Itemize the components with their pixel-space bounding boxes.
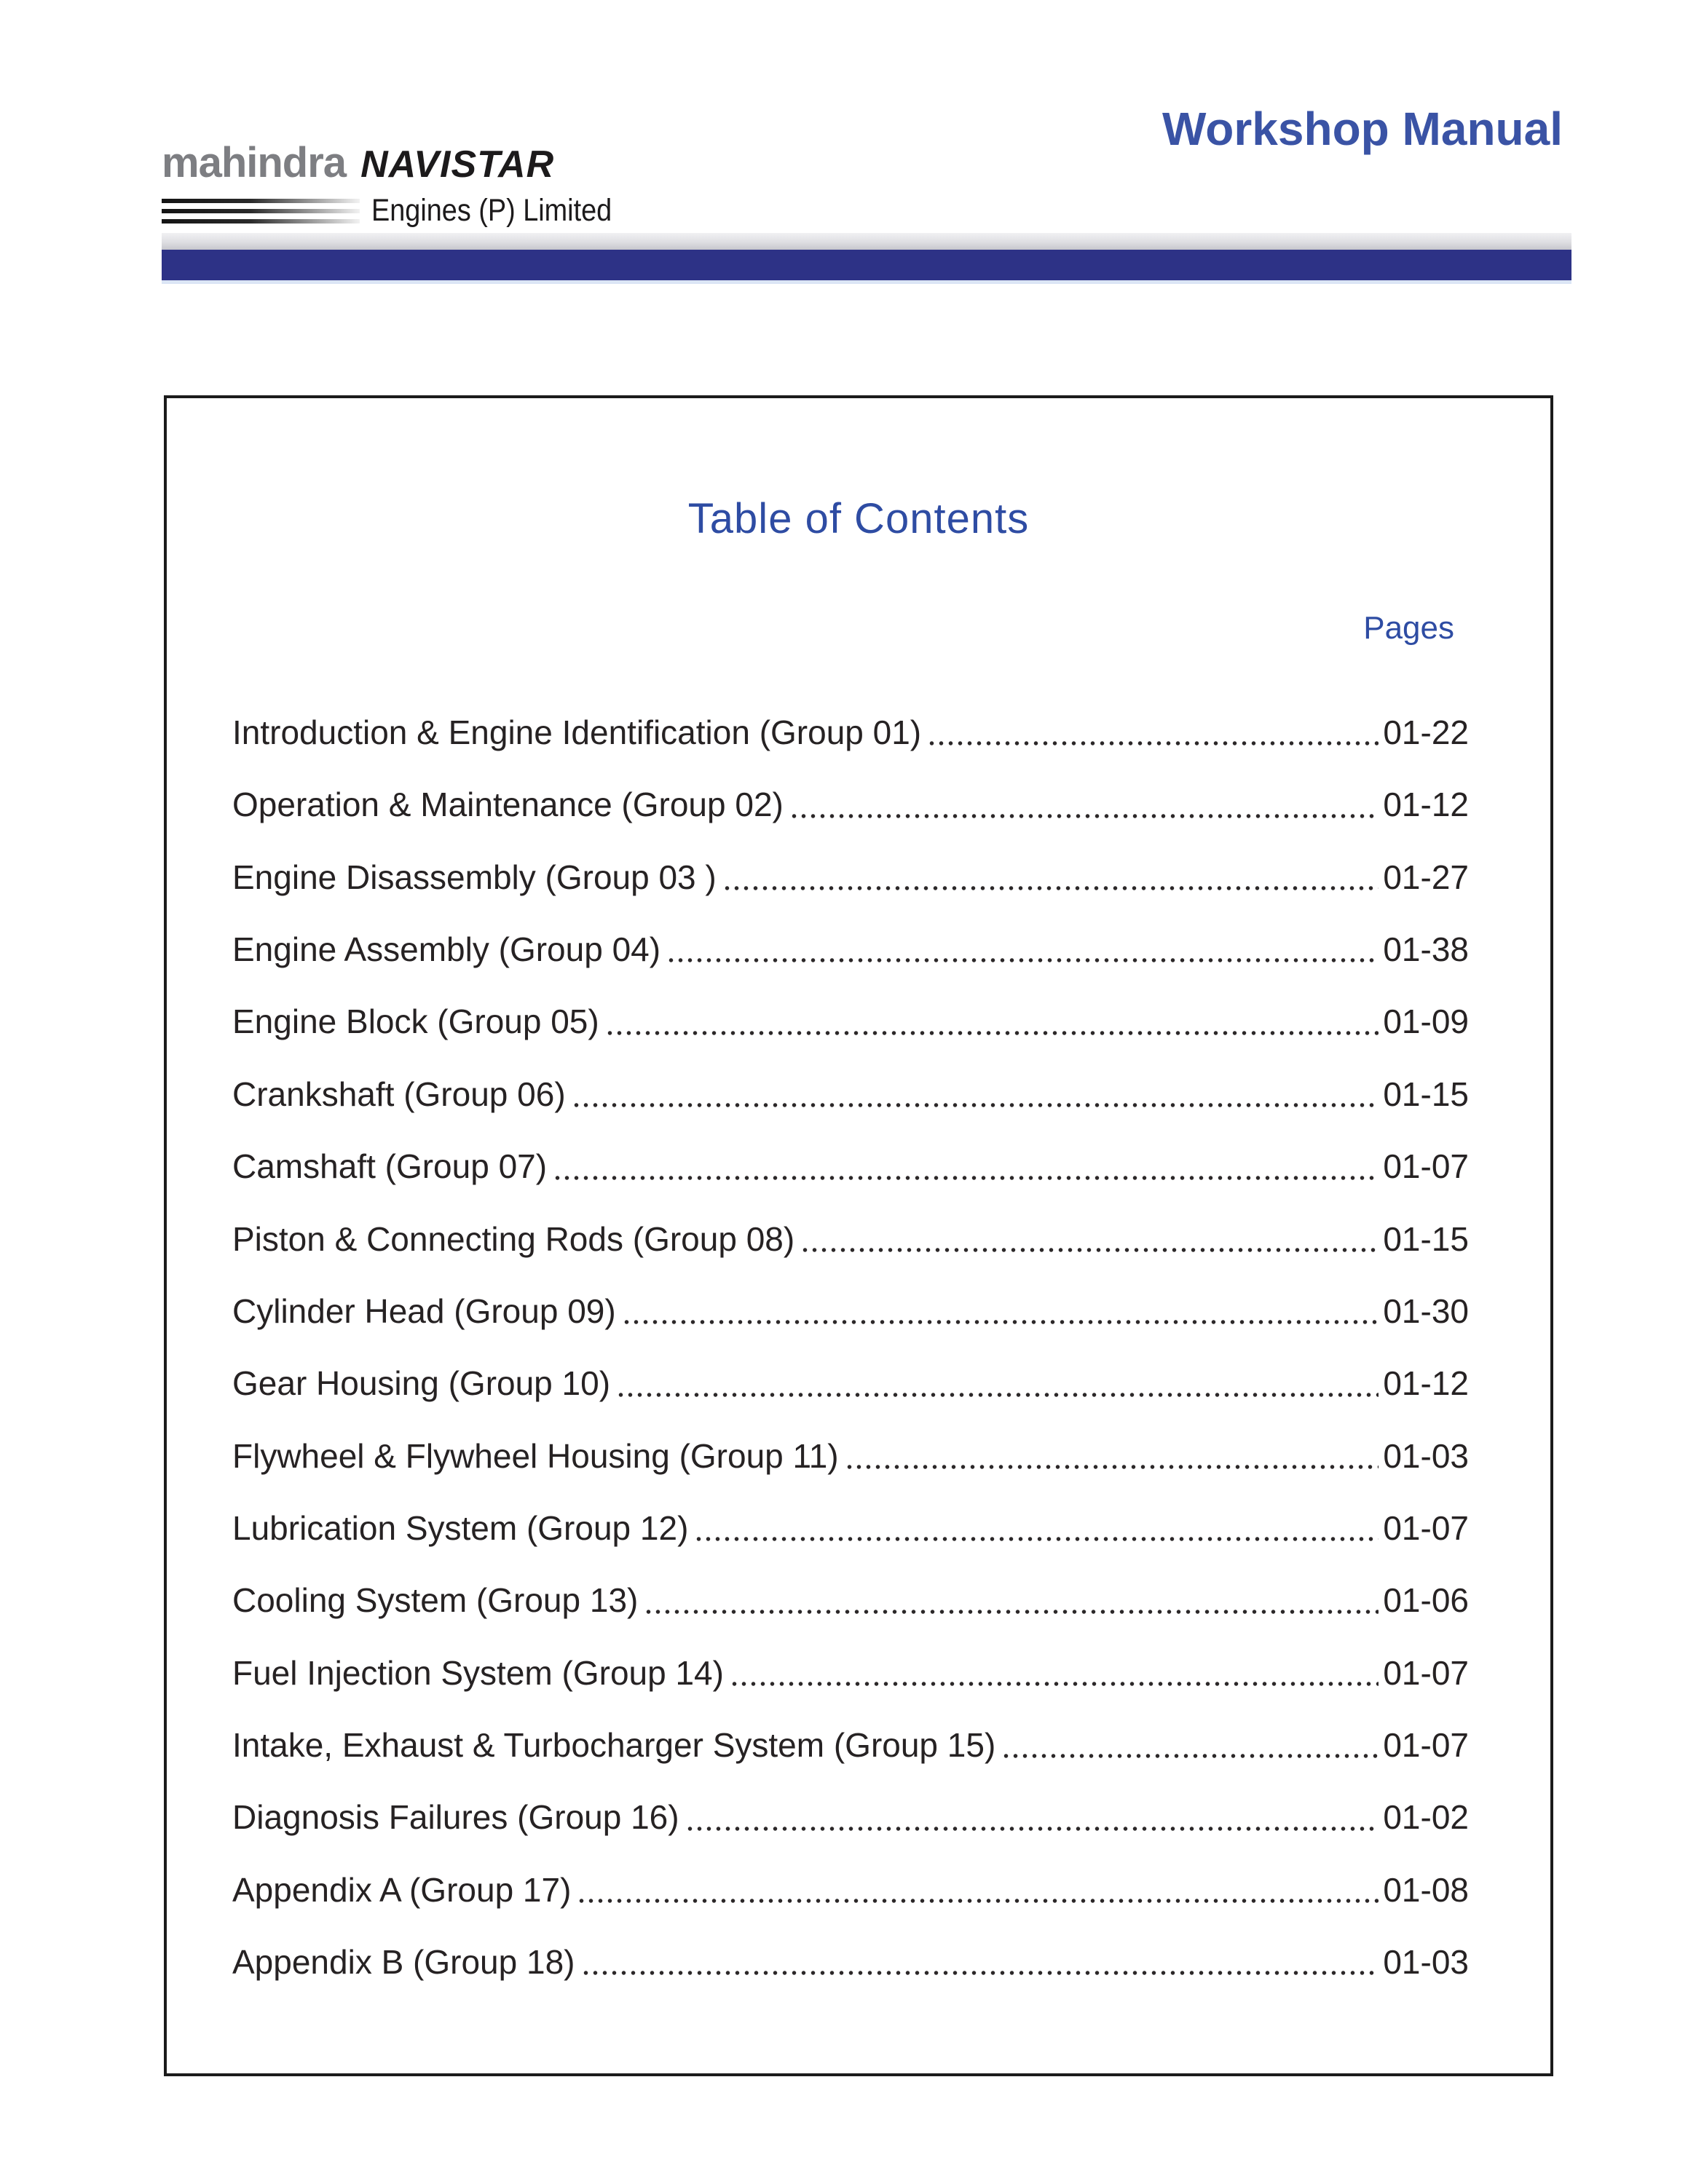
header-blue-bar: [162, 250, 1571, 284]
toc-row: [232, 1871, 1469, 1910]
toc-entry-page: 01-12: [1383, 1364, 1469, 1403]
toc-entry-page: 01-07: [1383, 1726, 1469, 1765]
toc-row: [232, 858, 1469, 897]
toc-entry-label: Crankshaft (Group 06): [232, 1075, 566, 1113]
toc-entry-label: Appendix B (Group 18): [232, 1943, 575, 1982]
toc-row: [232, 930, 1469, 969]
toc-content-box: [164, 395, 1553, 2076]
toc-entry-label: Intake, Exhaust & Turbocharger System (Group 15): [232, 1726, 996, 1765]
toc-row: [232, 1943, 1469, 1982]
toc-entry-label: Flywheel & Flywheel Housing (Group 11): [232, 1436, 839, 1475]
toc-row: [232, 786, 1469, 824]
toc-leader-dots: [605, 1002, 1379, 1041]
toc-entry-label: Introduction & Engine Identification (Group 01): [232, 713, 922, 751]
toc-row: [232, 1147, 1469, 1186]
toc-row: [232, 1581, 1469, 1620]
toc-leader-dots: [572, 1075, 1379, 1114]
toc-entry-label: Appendix A (Group 17): [232, 1870, 572, 1909]
toc-leader-dots: [553, 1147, 1379, 1186]
toc-entry-page: 01-03: [1383, 1943, 1469, 1982]
toc-leader-dots: [685, 1798, 1379, 1837]
toc-row: [232, 1364, 1469, 1403]
toc-row: [232, 1726, 1469, 1765]
toc-entry-page: 01-03: [1383, 1436, 1469, 1475]
toc-entry-label: Diagnosis Failures (Group 16): [232, 1798, 679, 1837]
toc-list: [167, 713, 1550, 1982]
toc-entry-page: 01-06: [1383, 1581, 1469, 1620]
toc-title: Table of Contents: [687, 495, 1030, 542]
toc-row: [232, 1437, 1469, 1476]
toc-entry-label: Operation & Maintenance (Group 02): [232, 786, 784, 824]
speed-lines-graphic: [162, 199, 360, 223]
toc-row: [232, 1002, 1469, 1041]
toc-entry-label: Cooling System (Group 13): [232, 1581, 639, 1620]
brand-logo: [162, 138, 788, 229]
toc-leader-dots: [644, 1581, 1379, 1620]
toc-leader-dots: [789, 786, 1379, 824]
header-gray-bar: [162, 233, 1571, 250]
toc-entry-page: 01-30: [1383, 1291, 1469, 1330]
toc-leader-dots: [577, 1871, 1379, 1910]
toc-entry-page: 01-07: [1383, 1147, 1469, 1186]
toc-leader-dots: [666, 930, 1379, 969]
toc-leader-dots: [730, 1654, 1379, 1693]
toc-leader-dots: [845, 1437, 1379, 1476]
toc-entry-page: 01-27: [1383, 858, 1469, 896]
toc-row: [232, 1509, 1469, 1548]
toc-leader-dots: [694, 1509, 1379, 1548]
toc-entry-label: Cylinder Head (Group 09): [232, 1291, 616, 1330]
toc-entry-label: Engine Assembly (Group 04): [232, 930, 661, 969]
toc-leader-dots: [1001, 1726, 1379, 1765]
brand-secondary-wordmark: NAVISTAR: [360, 143, 555, 186]
toc-entry-page: 01-22: [1383, 713, 1469, 751]
toc-entry-label: Engine Block (Group 05): [232, 1002, 599, 1041]
pages-column-header: Pages: [1363, 610, 1454, 646]
toc-row: [232, 713, 1469, 752]
toc-leader-dots: [927, 713, 1379, 752]
toc-entry-page: 01-12: [1383, 786, 1469, 824]
brand-wordmark: [162, 138, 788, 187]
toc-entry-page: 01-02: [1383, 1798, 1469, 1837]
toc-leader-dots: [581, 1943, 1379, 1982]
toc-entry-label: Fuel Injection System (Group 14): [232, 1653, 724, 1692]
toc-row: [232, 1292, 1469, 1331]
toc-leader-dots: [616, 1364, 1379, 1403]
toc-entry-page: 01-15: [1383, 1075, 1469, 1113]
toc-entry-page: 01-15: [1383, 1219, 1469, 1258]
toc-entry-label: Engine Disassembly (Group 03 ): [232, 858, 717, 896]
toc-row: [232, 1798, 1469, 1837]
toc-entry-label: Camshaft (Group 07): [232, 1147, 548, 1186]
toc-entry-label: Lubrication System (Group 12): [232, 1508, 689, 1547]
toc-row: [232, 1075, 1469, 1114]
toc-leader-dots: [722, 858, 1379, 897]
brand-subtitle: Engines (P) Limited: [371, 193, 612, 228]
toc-leader-dots: [800, 1220, 1379, 1259]
toc-entry-page: 01-09: [1383, 1002, 1469, 1041]
toc-entry-page: 01-08: [1383, 1870, 1469, 1909]
toc-row: [232, 1654, 1469, 1693]
toc-entry-page: 01-07: [1383, 1653, 1469, 1692]
toc-entry-label: Gear Housing (Group 10): [232, 1364, 611, 1403]
brand-primary-wordmark: mahindra: [162, 139, 347, 186]
toc-entry-page: 01-07: [1383, 1508, 1469, 1547]
toc-entry-page: 01-38: [1383, 930, 1469, 969]
toc-leader-dots: [622, 1292, 1379, 1331]
workshop-manual-title: Workshop Manual: [1162, 103, 1563, 155]
toc-row: [232, 1220, 1469, 1259]
toc-entry-label: Piston & Connecting Rods (Group 08): [232, 1219, 795, 1258]
